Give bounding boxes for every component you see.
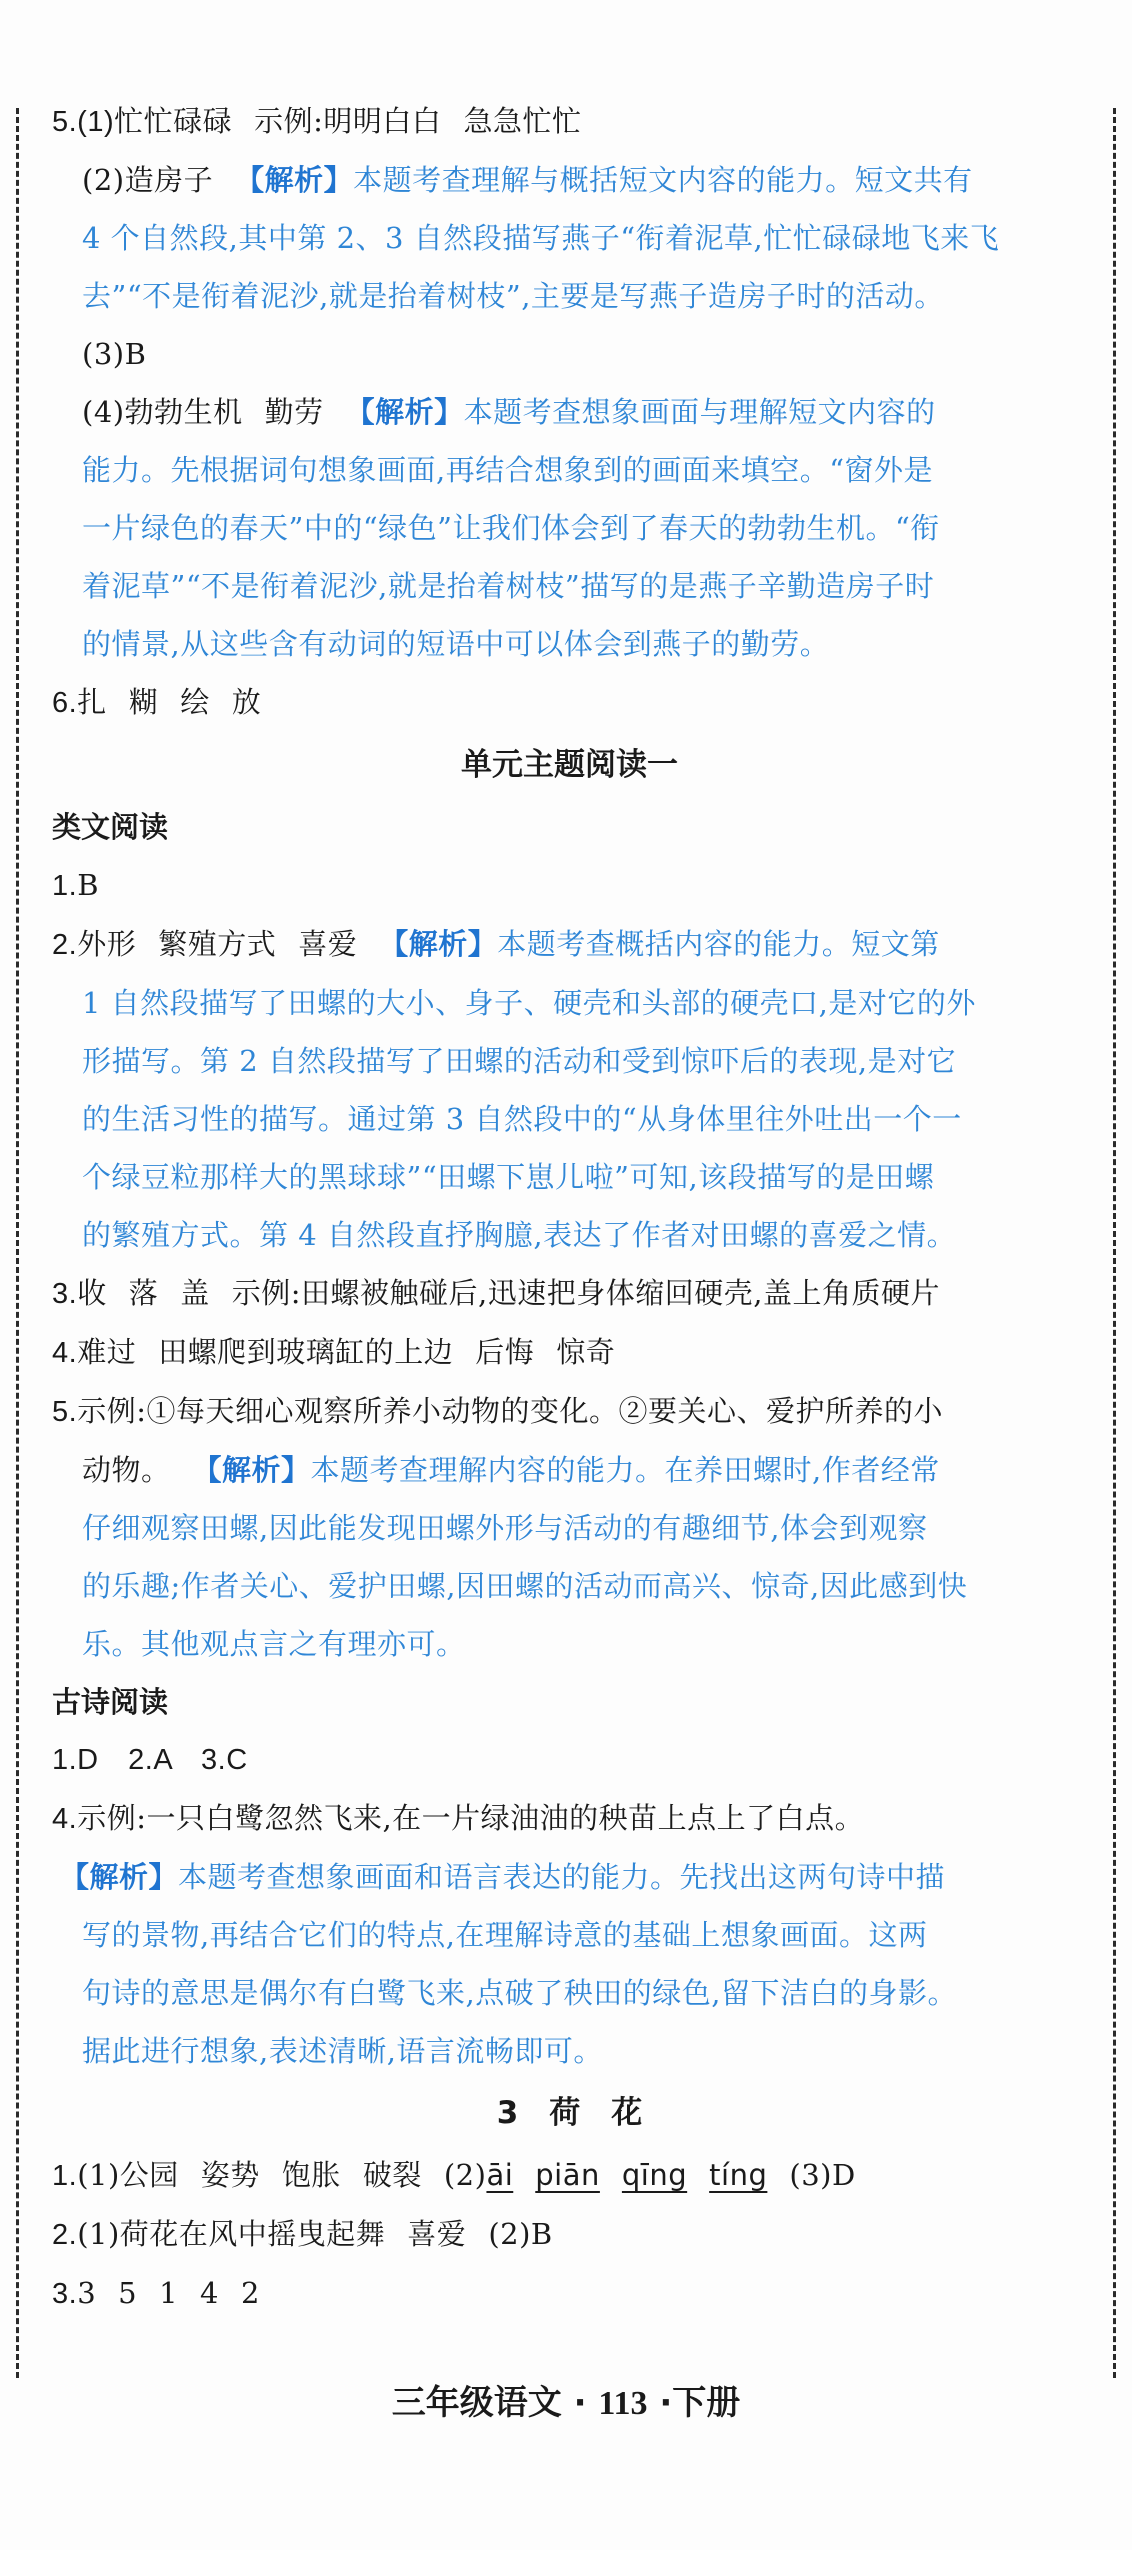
- analysis-line: 乐。其他观点言之有理亦可。: [82, 1627, 466, 1661]
- answer: 造房子: [124, 163, 214, 197]
- order-item: 2: [241, 2276, 260, 2310]
- analysis-tag: 【解析】: [60, 1860, 179, 1894]
- sub-label: (3): [82, 337, 125, 371]
- analysis-first-line: [52, 1848, 1087, 1906]
- answer: 荷花在风中摇曳起舞: [119, 2217, 386, 2251]
- example-answer: 急急忙忙: [463, 104, 582, 138]
- q1: [52, 856, 1087, 915]
- footer-separator: ·: [573, 2383, 587, 2423]
- analysis-line: 仔细观察田螺,因此能发现田螺外形与活动的有趣细节,体会到观察: [82, 1511, 928, 1545]
- answer: B: [77, 868, 99, 902]
- footer-grade-subject: 三年级语文: [391, 2383, 562, 2423]
- analysis-line: 的繁殖方式。第 4 自然段直抒胸臆,表达了作者对田螺的喜爱之情。: [82, 1218, 957, 1252]
- answer: 喜爱: [407, 2217, 467, 2251]
- answer: 糊: [128, 685, 159, 719]
- analysis-tag: 【解析】: [235, 163, 354, 197]
- analysis-text: 本题考查理解内容的能力。在养田螺时,作者经常: [310, 1453, 940, 1487]
- q4: [52, 1789, 1087, 1848]
- order-item: 4: [200, 2276, 219, 2310]
- section-title: 单元主题阅读一: [461, 747, 678, 783]
- answer: 公园: [119, 2158, 179, 2192]
- analysis-tag: 【解析】: [379, 927, 498, 961]
- answer: 示例:①每天细心观察所养小动物的变化。②要关心、爱护所养的小: [77, 1394, 943, 1428]
- analysis-line: 的情景,从这些含有动词的短语中可以体会到燕子的勤劳。: [82, 627, 830, 661]
- answer: 外形: [77, 927, 137, 961]
- lesson3-q2: [52, 2205, 1087, 2264]
- analysis-line: 写的景物,再结合它们的特点,在理解诗意的基础上想象画面。这两: [82, 1918, 928, 1952]
- answer: 放: [231, 685, 262, 719]
- answer: 忙忙碌碌: [114, 104, 233, 138]
- analysis-line: 句诗的意思是偶尔有白鹭飞来,点破了秧田的绿色,留下洁白的身影。: [82, 1976, 957, 2010]
- pinyin-answer: tíng: [709, 2158, 768, 2192]
- analysis-line: 4 个自然段,其中第 2、3 自然段描写燕子“衔着泥草,忙忙碌碌地飞来飞: [82, 221, 1000, 255]
- order-item: 1: [159, 2276, 179, 2310]
- page-number: 113: [598, 2385, 648, 2422]
- analysis-line: 能力。先根据词句想象画面,再结合想象到的画面来填空。“窗外是: [82, 453, 934, 487]
- example-answer: 示例:田螺被触碰后,迅速把身体缩回硬壳,盖上角质硬片: [231, 1276, 940, 1310]
- sub-label: (3): [789, 2158, 832, 2192]
- q5-part2: [52, 151, 1087, 209]
- question-number: 2.: [52, 2219, 78, 2251]
- analysis-line: 着泥草”“不是衔着泥沙,就是抬着树枝”描写的是燕子辛勤造房子时: [82, 569, 935, 603]
- question-number: 2.: [52, 929, 78, 961]
- analysis-text: 本题考查想象画面与理解短文内容的: [463, 395, 936, 429]
- page-footer: [0, 2375, 1132, 2424]
- analysis-line: 的生活习性的描写。通过第 3 自然段中的“从身体里往外吐出一个一: [82, 1102, 962, 1136]
- question-number: 4.: [52, 1803, 78, 1835]
- answer: 落: [128, 1276, 159, 1310]
- answer: 饱胀: [281, 2158, 341, 2192]
- subsection-heading: 古诗阅读: [52, 1685, 169, 1719]
- analysis-text: 本题考查概括内容的能力。短文第: [497, 927, 940, 961]
- q5-part4: [52, 383, 1087, 441]
- q2: [52, 915, 1087, 974]
- q4: [52, 1323, 1087, 1382]
- q1-3: 1.D 2.A 3.C: [52, 1744, 248, 1776]
- question-number: 5.(1): [52, 106, 115, 138]
- footer-volume: 下册: [672, 2383, 741, 2423]
- answer: B: [124, 337, 147, 371]
- question-number: 6.: [52, 687, 78, 719]
- answer: B: [530, 2217, 553, 2251]
- analysis-tag: 【解析】: [192, 1453, 311, 1487]
- answer: 勃勃生机: [124, 395, 243, 429]
- answer: 田螺爬到玻璃缸的上边: [158, 1335, 454, 1369]
- q3: [52, 1264, 1087, 1323]
- analysis-line: 的乐趣;作者关心、爱护田螺,因田螺的活动而高兴、惊奇,因此感到快: [82, 1569, 968, 1603]
- question-number: 5.: [52, 1396, 78, 1428]
- q5-part3: [52, 325, 1087, 383]
- answer-content: [52, 92, 1087, 2323]
- sub-label: (1): [77, 2158, 120, 2192]
- answer: 示例:一只白鹭忽然飞来,在一片绿油油的秧苗上点上了白点。: [77, 1801, 865, 1835]
- answer: 喜爱: [298, 927, 358, 961]
- answer: 扎: [77, 685, 107, 719]
- analysis-line: 形描写。第 2 自然段描写了田螺的活动和受到惊吓后的表现,是对它: [82, 1044, 957, 1078]
- answer: 惊奇: [556, 1335, 616, 1369]
- analysis-text: 本题考查想象画面和语言表达的能力。先找出这两句诗中描: [178, 1860, 946, 1894]
- answer: 勤劳: [264, 395, 324, 429]
- q5-part1: [52, 92, 1087, 151]
- question-number: 3.: [52, 1278, 78, 1310]
- analysis-line: 一片绿色的春天”中的“绿色”让我们体会到了春天的勃勃生机。“衔: [82, 511, 940, 545]
- pinyin-answer: piān: [535, 2158, 600, 2192]
- answer: 盖: [180, 1276, 210, 1310]
- sub-label: (2): [82, 163, 125, 197]
- sub-label: (2): [443, 2158, 487, 2192]
- pinyin-answer: āi: [486, 2158, 514, 2192]
- answer: 后悔: [475, 1335, 535, 1369]
- answer: 繁殖方式: [158, 927, 277, 961]
- sub-label: (1): [77, 2217, 120, 2251]
- lesson-title: 3 荷 花: [496, 2095, 643, 2131]
- answer: 绘: [180, 685, 210, 719]
- answer: 收: [77, 1276, 107, 1310]
- order-item: 3: [77, 2276, 97, 2310]
- example-answer: 示例:明明白白: [254, 104, 442, 138]
- sub-label: (2): [488, 2217, 531, 2251]
- q5-continued: [52, 1441, 1087, 1499]
- question-number: 1.: [52, 870, 78, 902]
- answer: 破裂: [362, 2158, 422, 2192]
- question-number: 1.: [52, 2160, 78, 2192]
- question-number: 3.: [52, 2278, 78, 2310]
- question-number: 4.: [52, 1337, 78, 1369]
- order-item: 5: [118, 2276, 138, 2310]
- lesson3-q3: [52, 2264, 1087, 2323]
- pinyin-answer: qīng: [621, 2158, 688, 2192]
- analysis-line: 据此进行想象,表述清晰,语言流畅即可。: [82, 2034, 603, 2068]
- subsection-heading: 类文阅读: [52, 810, 169, 844]
- q5: [52, 1382, 1087, 1441]
- answer: 难过: [77, 1335, 137, 1369]
- analysis-tag: 【解析】: [345, 395, 464, 429]
- analysis-text: 本题考查理解与概括短文内容的能力。短文共有: [353, 163, 973, 197]
- analysis-line: 个绿豆粒那样大的黑球球”“田螺下崽儿啦”可知,该段描写的是田螺: [82, 1160, 935, 1194]
- lesson3-q1: [52, 2146, 1087, 2205]
- sub-label: (4): [82, 395, 125, 429]
- footer-separator: ·: [659, 2383, 673, 2423]
- analysis-line: 1 自然段描写了田螺的大小、身子、硬壳和头部的硬壳口,是对它的外: [82, 986, 976, 1020]
- answer: 姿势: [200, 2158, 260, 2192]
- answer: 动物。: [82, 1453, 171, 1487]
- q6: [52, 673, 1087, 732]
- answer: D: [831, 2158, 856, 2192]
- analysis-line: 去”“不是衔着泥沙,就是抬着树枝”,主要是写燕子造房子时的活动。: [82, 279, 944, 313]
